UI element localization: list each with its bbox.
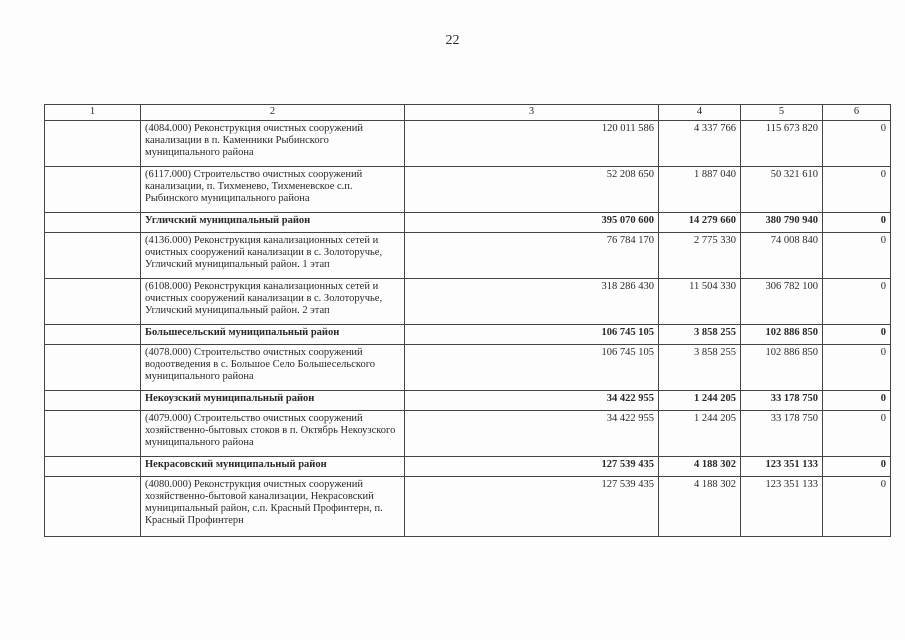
total-amount-cell: 318 286 430	[405, 279, 659, 325]
federal-amount-cell: 306 782 100	[741, 279, 823, 325]
project-row	[45, 345, 891, 391]
other-amount-cell: 0	[823, 279, 891, 325]
district-total-row	[45, 213, 891, 233]
column-header-1: 1	[45, 105, 141, 121]
federal-amount-cell: 74 008 840	[741, 233, 823, 279]
row-name-cell: (4084.000) Реконструкция очистных сооружений канализации в п. Каменники Рыбинского муниципального района	[141, 121, 405, 167]
page-number: 22	[445, 33, 460, 48]
total-amount-cell: 34 422 955	[405, 411, 659, 457]
regional-amount-cell: 1 244 205	[659, 391, 741, 411]
regional-amount-cell: 14 279 660	[659, 213, 741, 233]
federal-amount-cell: 380 790 940	[741, 213, 823, 233]
header-row	[45, 105, 891, 121]
total-amount-cell: 127 539 435	[405, 457, 659, 477]
federal-amount-cell: 123 351 133	[741, 477, 823, 537]
federal-amount-cell: 115 673 820	[741, 121, 823, 167]
total-amount-cell: 120 011 586	[405, 121, 659, 167]
regional-amount-cell: 11 504 330	[659, 279, 741, 325]
row-name-cell: (6108.000) Реконструкция канализационных сетей и очистных сооружений канализации в с. Золоторучье, Угличский муниципальный район. 2 этап	[141, 279, 405, 325]
row-number-cell	[45, 391, 141, 411]
project-row	[45, 477, 891, 537]
project-row	[45, 279, 891, 325]
other-amount-cell: 0	[823, 457, 891, 477]
other-amount-cell: 0	[823, 121, 891, 167]
federal-amount-cell: 102 886 850	[741, 345, 823, 391]
row-name-cell: (6117.000) Строительство очистных сооружений канализации, п. Тихменево, Тихменевское с.п. Рыбинского муниципального района	[141, 167, 405, 213]
federal-amount-cell: 50 321 610	[741, 167, 823, 213]
district-total-row	[45, 457, 891, 477]
row-number-cell	[45, 411, 141, 457]
row-name-cell: (4136.000) Реконструкция канализационных сетей и очистных сооружений канализации в с. Золоторучье, Угличский муниципальный район. 1 этап	[141, 233, 405, 279]
other-amount-cell: 0	[823, 391, 891, 411]
column-header-6: 6	[823, 105, 891, 121]
other-amount-cell: 0	[823, 411, 891, 457]
regional-amount-cell: 4 337 766	[659, 121, 741, 167]
total-amount-cell: 106 745 105	[405, 325, 659, 345]
budget-table	[44, 104, 891, 537]
federal-amount-cell: 123 351 133	[741, 457, 823, 477]
project-row	[45, 167, 891, 213]
row-number-cell	[45, 457, 141, 477]
regional-amount-cell: 2 775 330	[659, 233, 741, 279]
regional-amount-cell: 1 244 205	[659, 411, 741, 457]
other-amount-cell: 0	[823, 167, 891, 213]
district-total-row	[45, 391, 891, 411]
row-number-cell	[45, 121, 141, 167]
row-number-cell	[45, 477, 141, 537]
row-name-cell: Некоузский муниципальный район	[141, 391, 405, 411]
row-number-cell	[45, 233, 141, 279]
other-amount-cell: 0	[823, 325, 891, 345]
federal-amount-cell: 33 178 750	[741, 411, 823, 457]
other-amount-cell: 0	[823, 213, 891, 233]
row-name-cell: Некрасовский муниципальный район	[141, 457, 405, 477]
total-amount-cell: 127 539 435	[405, 477, 659, 537]
regional-amount-cell: 4 188 302	[659, 457, 741, 477]
federal-amount-cell: 33 178 750	[741, 391, 823, 411]
federal-amount-cell: 102 886 850	[741, 325, 823, 345]
project-row	[45, 233, 891, 279]
row-number-cell	[45, 345, 141, 391]
regional-amount-cell: 1 887 040	[659, 167, 741, 213]
row-name-cell: Большесельский муниципальный район	[141, 325, 405, 345]
other-amount-cell: 0	[823, 345, 891, 391]
row-name-cell: (4079.000) Строительство очистных сооружений хозяйственно-бытовых стоков в п. Октябрь Некоузского муниципального района	[141, 411, 405, 457]
table-body	[45, 121, 891, 537]
total-amount-cell: 34 422 955	[405, 391, 659, 411]
regional-amount-cell: 3 858 255	[659, 325, 741, 345]
column-header-3: 3	[405, 105, 659, 121]
district-total-row	[45, 325, 891, 345]
total-amount-cell: 106 745 105	[405, 345, 659, 391]
row-number-cell	[45, 213, 141, 233]
project-row	[45, 121, 891, 167]
column-header-2: 2	[141, 105, 405, 121]
row-number-cell	[45, 167, 141, 213]
row-number-cell	[45, 279, 141, 325]
project-row	[45, 411, 891, 457]
total-amount-cell: 395 070 600	[405, 213, 659, 233]
regional-amount-cell: 3 858 255	[659, 345, 741, 391]
row-name-cell: (4078.000) Строительство очистных сооружений водоотведения в с. Большое Село Большесельского муниципального района	[141, 345, 405, 391]
column-header-5: 5	[741, 105, 823, 121]
row-number-cell	[45, 325, 141, 345]
total-amount-cell: 76 784 170	[405, 233, 659, 279]
other-amount-cell: 0	[823, 477, 891, 537]
other-amount-cell: 0	[823, 233, 891, 279]
row-name-cell: (4080.000) Реконструкция очистных сооружений хозяйственно-бытовой канализации, Некрасовский муниципальный район, с.п. Красный Профинтерн, п. Красный Профинтерн	[141, 477, 405, 537]
regional-amount-cell: 4 188 302	[659, 477, 741, 537]
column-header-4: 4	[659, 105, 741, 121]
row-name-cell: Угличский муниципальный район	[141, 213, 405, 233]
total-amount-cell: 52 208 650	[405, 167, 659, 213]
